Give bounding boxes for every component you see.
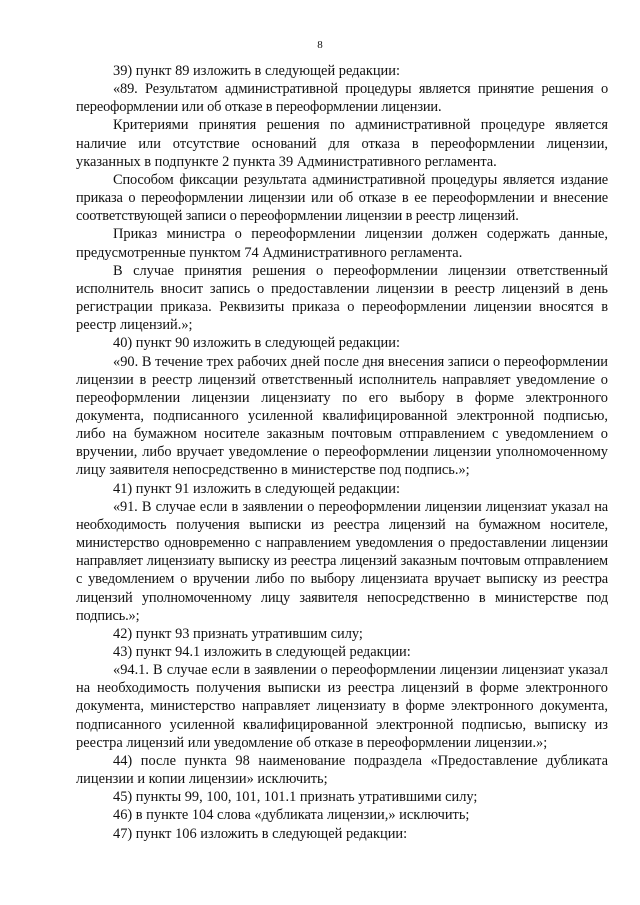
paragraph-item-47: 47) пункт 106 изложить в следующей редакции:	[113, 825, 408, 842]
document-body	[76, 62, 608, 843]
paragraph-item-43: 43) пункт 94.1 изложить в следующей редакции:	[113, 644, 411, 660]
page-number: 8	[317, 39, 323, 51]
paragraph-point-94-1: «94.1. В случае если в заявлении о переоформлении лицензии лицензиат указал на необходимость получения выписки из реестра лицензий в форме электронного документа, министерство направляет лицензиату в форме электронного документа, подписанного усиленной квалифицированной электронной подписью, выписку из реестра лицензий или уведомление об отказе в переоформлении лицензии.»;	[76, 662, 608, 751]
paragraph-item-41: 41) пункт 91 изложить в следующей редакции:	[113, 480, 400, 497]
paragraph-point-91: «91. В случае если в заявлении о переоформлении лицензии лицензиат указал на необходимость получения выписки из реестра лицензий на бумажном носителе, министерство одновременно с направлением уведомления о предоставлении лицензии направляет лицензиату выписку из реестра лицензий заказным почтовым отправлением с уведомлением о вручении либо по выбору лицензиата вручает выписку из реестра лицензий уполномоченному лицу заявителя непосредственно в министерстве под подпись.»;	[76, 498, 608, 624]
paragraph-criteria: Критериями принятия решения по административной процедуре является наличие или отсутствие оснований для отказа в переоформлении лицензии, указанных в подпункте 2 пункта 39 Административного регламента.	[76, 117, 608, 170]
paragraph-item-44: 44) после пункта 98 наименование подраздела «Предоставление дубликата лицензии и копии лицензии» исключить;	[76, 752, 608, 788]
paragraph-item-46: 46) в пункте 104 слова «дубликата лицензии,» исключить;	[113, 807, 470, 824]
paragraph-registration: В случае принятия решения о переоформлении лицензии ответственный исполнитель вносит запись о предоставлении лицензии в реестр лицензий в день регистрации приказа. Реквизиты приказа о переоформлении лицензии вносятся в реестр лицензий.»;	[76, 262, 608, 334]
paragraph-item-40: 40) пункт 90 изложить в следующей редакции:	[113, 335, 400, 352]
paragraph-item-42: 42) пункт 93 признать утратившим силу;	[113, 625, 363, 642]
paragraph-point-90: «90. В течение трех рабочих дней после дня внесения записи о переоформлении лицензии в реестр лицензий ответственный исполнитель направляет уведомление о переоформлении лицензии лицензиату по его выбору в форме электронного документа, подписанного усиленной квалифицированной электронной подписью, либо на бумажном носителе заказным почтовым отправлением с уведомлением о вручении, либо вручает уведомление о переоформлении лицензии уполномоченному лицу заявителя непосредственно в министерстве под подпись.»;	[76, 353, 608, 479]
paragraph-point-89: «89. Результатом административной процедуры является принятие решения о переоформлении или об отказе в переоформлении лицензии.	[76, 81, 608, 116]
paragraph-item-45: 45) пункты 99, 100, 101, 101.1 признать утратившими силу;	[113, 789, 478, 806]
paragraph-item-39: 39) пункт 89 изложить в следующей редакции:	[113, 63, 400, 79]
paragraph-order: Приказ министра о переоформлении лицензии должен содержать данные, предусмотренные пунктом 74 Административного регламента.	[76, 226, 608, 261]
paragraph-fixation: Способом фиксации результата административной процедуры является издание приказа о переоформлении лицензии или об отказе в ее переоформлении и внесение соответствующей записи о переоформлении лицензии в реестр лицензий.	[76, 171, 608, 225]
